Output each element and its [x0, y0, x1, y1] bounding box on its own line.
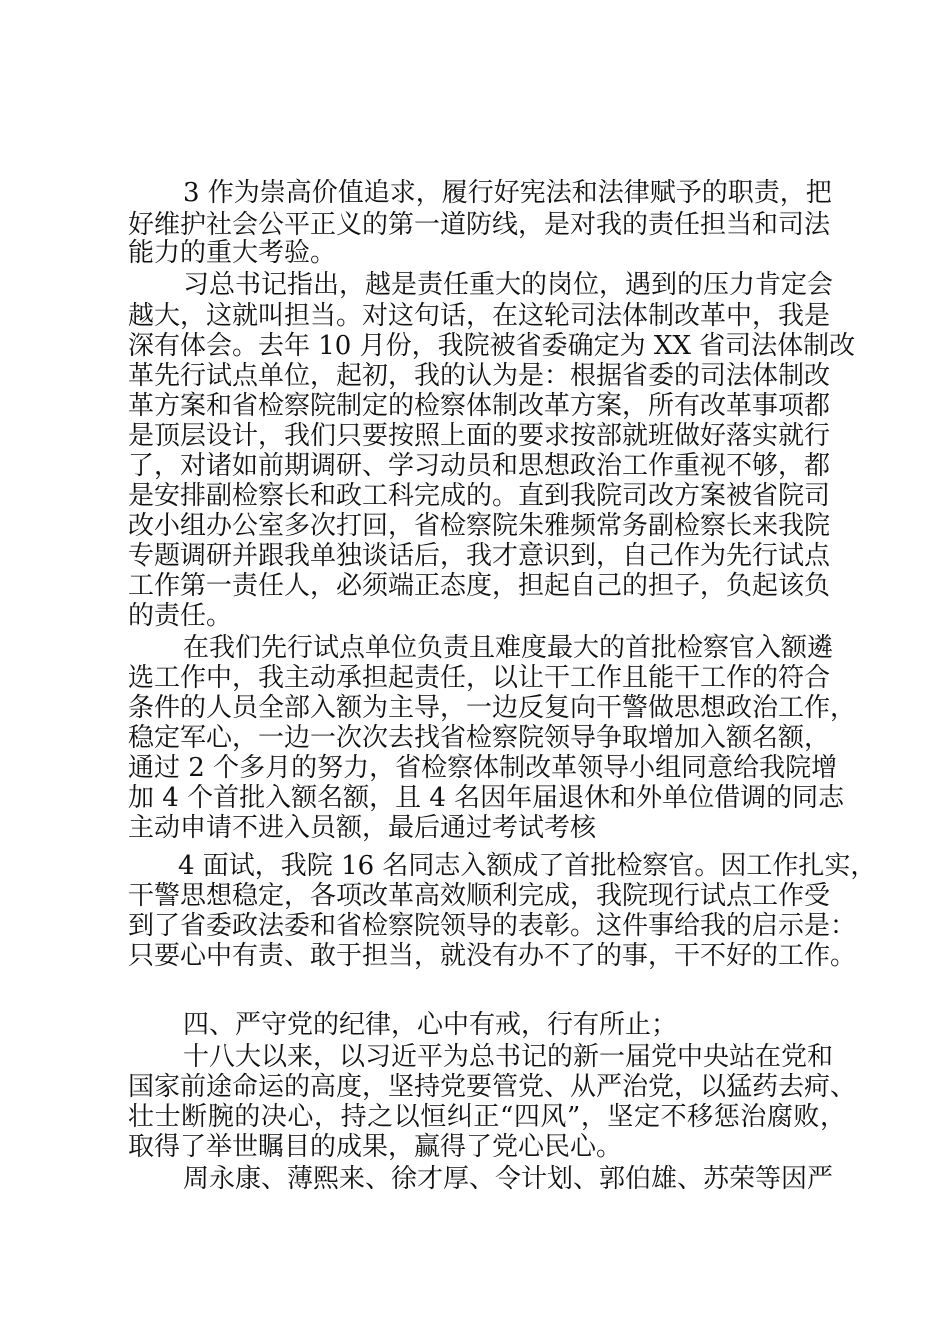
text-line-29: 国家前途命运的高度，坚持党要管党、从严治党，以猛药去疴、 [128, 1072, 857, 1102]
text-line-3: 能力的重大考验。 [128, 238, 337, 268]
text-line-25: 到了省委政法委和省检察院领导的表彰。这件事给我的启示是： [128, 911, 857, 941]
text-line-6: 深有体会。去年 10 月份，我院被省委确定为 XX 省司法体制改 [128, 331, 856, 361]
text-line-8: 革方案和省检察院制定的检察体制改革方案，所有改革事项都 [128, 391, 831, 421]
text-line-31: 取得了举世瞩目的成果，赢得了党心民心。 [128, 1132, 623, 1162]
text-line-26: 只要心中有责、敢于担当，就没有办不了的事，干不好的工作。 [128, 941, 857, 971]
section-heading: 四、严守党的纪律，心中有戒，行有所止； [183, 1010, 678, 1040]
text-line-28: 十八大以来，以习近平为总书记的新一届党中央站在党和 [183, 1042, 834, 1072]
text-line-14: 工作第一责任人，必须端正态度，担起自己的担子，负起该负 [128, 571, 831, 601]
text-line-23: 4 面试，我院 16 名同志入额成了首批检察官。因工作扎实， [178, 851, 877, 881]
text-line-19: 稳定军心，一边一次次去找省检察院领导争取增加入额名额， [128, 723, 831, 753]
text-line-32: 周永康、薄熙来、徐才厚、令计划、郭伯雄、苏荣等因严 [183, 1164, 834, 1194]
text-line-9: 是顶层设计，我们只要按照上面的要求按部就班做好落实就行 [128, 421, 831, 451]
text-line-21: 加 4 个首批入额名额，且 4 名因年届退休和外单位借调的同志 [128, 783, 845, 813]
text-line-24: 干警思想稳定，各项改革高效顺利完成，我院现行试点工作受 [128, 881, 831, 911]
text-line-4: 习总书记指出，越是责任重大的岗位，遇到的压力肯定会 [183, 270, 834, 300]
text-line-18: 条件的人员全部入额为主导，一边反复向干警做思想政治工作， [128, 693, 857, 723]
text-line-7: 革先行试点单位，起初，我的认为是：根据省委的司法体制改 [128, 361, 831, 391]
text-line-30: 壮士断腕的决心，持之以恒纠正“四风”，坚定不移惩治腐败， [128, 1102, 846, 1132]
text-line-17: 选工作中，我主动承担起责任，以让干工作且能干工作的符合 [128, 663, 831, 693]
text-line-10: 了，对诸如前期调研、学习动员和思想政治工作重视不够，都 [128, 451, 831, 481]
text-line-5: 越大，这就叫担当。对这句话，在这轮司法体制改革中，我是 [128, 301, 831, 331]
text-line-15: 的责任。 [128, 601, 233, 631]
text-line-16: 在我们先行试点单位负责且难度最大的首批检察官入额遴 [183, 633, 834, 663]
text-line-13: 专题调研并跟我单独谈话后，我才意识到，自己作为先行试点 [128, 541, 831, 571]
text-line-22: 主动申请不进入员额，最后通过考试考核 [128, 813, 597, 843]
text-line-11: 是安排副检察长和政工科完成的。直到我院司改方案被省院司 [128, 481, 831, 511]
text-line-12: 改小组办公室多次打回，省检察院朱雅频常务副检察长来我院 [128, 511, 831, 541]
text-line-2: 好维护社会公平正义的第一道防线，是对我的责任担当和司法 [128, 210, 831, 240]
text-line-1: 3 作为崇高价值追求，履行好宪法和法律赋予的职责，把 [183, 178, 832, 208]
text-line-20: 通过 2 个多月的努力，省检察体制改革领导小组同意给我院增 [128, 753, 838, 783]
